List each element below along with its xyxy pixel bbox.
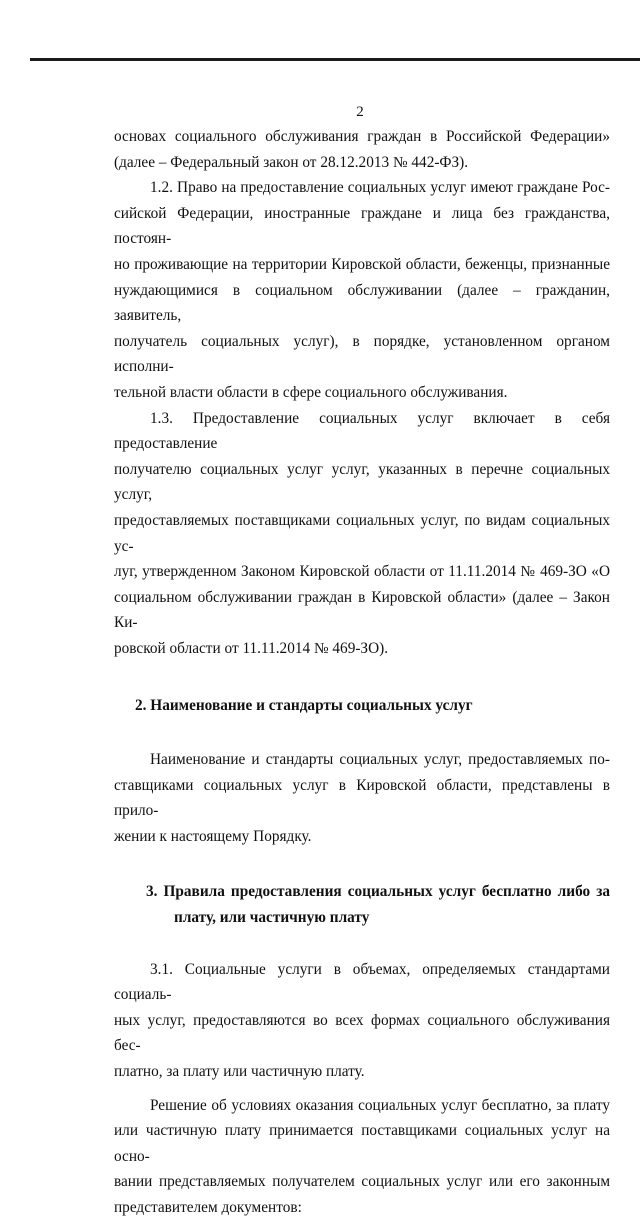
text-line: или частичную плату принимается поставщиками социальных услуг на осно- — [114, 1122, 610, 1165]
text-line: но проживающие на территории Кировской области, беженцы, признанные — [114, 255, 610, 273]
text-line: получателю социальных услуг услуг, указанных в перечне социальных услуг, — [114, 460, 610, 504]
text-line: 3.1. Социальные услуги в объемах, определяемых стандартами социаль- — [114, 960, 610, 1004]
document-body — [114, 124, 610, 1221]
text-line: предоставляемых поставщиками социальных услуг, по видам социальных ус- — [114, 511, 610, 555]
text-line: нуждающимися в социальном обслуживании (далее – гражданин, заявитель, — [114, 281, 610, 325]
text-line: 1.3. Предоставление социальных услуг включает в себя предоставление — [114, 409, 610, 453]
text-line: жении к настоящему Порядку. — [114, 827, 312, 845]
text-line: Наименование и стандарты социальных услуг, предоставляемых по- — [150, 751, 610, 769]
text-line: ровской области от 11.11.2014 № 469-ЗО). — [114, 639, 389, 657]
text-line: Решение об условиях оказания социальных услуг бесплатно, за плату — [150, 1096, 610, 1114]
paragraph-2 — [114, 747, 610, 849]
text-line: луг, утвержденном Законом Кировской области от 11.11.2014 № 469-ЗО «О — [114, 563, 610, 581]
heading-line: 3. Правила предоставления социальных услуг бесплатно либо за — [146, 883, 610, 901]
text-line: ных услуг, предоставляются во всех формах социального обслуживания бес- — [114, 1011, 610, 1055]
paragraph-3-decision — [114, 1093, 610, 1221]
text-line: ставщиками социальных услуг в Кировской области, представлены в прило- — [114, 776, 610, 820]
section-2-heading: 2. Наименование и стандарты социальных услуг — [135, 697, 473, 715]
text-line: основах социального обслуживания граждан в Российской Федерации» — [114, 128, 610, 145]
paragraph-3-1 — [114, 957, 610, 1085]
text-line: вании представляемых получателем социальных услуг или его законным — [114, 1173, 610, 1191]
text-line: социальном обслуживании граждан в Кировской области» (далее – Закон Ки- — [114, 588, 610, 632]
intro-paragraph — [114, 124, 610, 175]
text-line: тельной власти области в сфере социального обслуживания. — [114, 383, 508, 401]
text-line: представителем документов: — [114, 1198, 302, 1216]
text-line: (далее – Федеральный закон от 28.12.2013 № 442-ФЗ). — [114, 153, 469, 171]
paragraph-1-2 — [114, 175, 610, 405]
text-line: платно, за плату или частичную плату. — [114, 1063, 365, 1080]
heading-line: плату, или частичную плату — [174, 909, 370, 927]
text-line: 1.2. Право на предоставление социальных услуг имеют граждане Рос- — [150, 179, 610, 197]
top-scan-rule — [30, 58, 640, 61]
paragraph-1-3 — [114, 406, 610, 662]
text-line: получатель социальных услуг), в порядке, установленном органом исполни- — [114, 332, 610, 376]
section-3-heading — [114, 879, 610, 930]
text-line: сийской Федерации, иностранные граждане и лица без гражданства, постоян- — [114, 204, 610, 248]
page-number: 2 — [356, 104, 364, 120]
